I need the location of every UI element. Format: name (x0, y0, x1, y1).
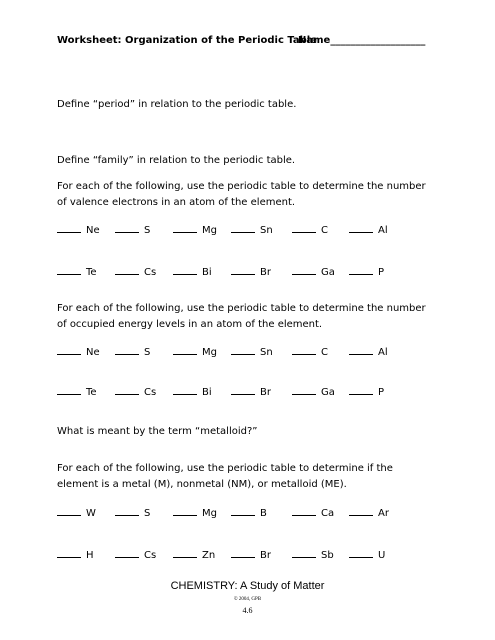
answer-blank[interactable] (57, 222, 81, 233)
element-symbol: P (378, 387, 385, 398)
element-blank-item (231, 264, 271, 280)
valence-row-1 (57, 222, 447, 236)
levels-row-2 (57, 384, 447, 398)
element-symbol: Al (378, 347, 388, 358)
element-blank-item (292, 384, 335, 400)
element-symbol: Te (86, 267, 97, 278)
element-blank-item (115, 222, 150, 238)
element-symbol: Zn (202, 550, 216, 561)
element-blank-item (292, 222, 328, 238)
element-symbol: Mg (202, 347, 217, 358)
answer-blank[interactable] (173, 547, 197, 558)
answer-blank[interactable] (292, 222, 316, 233)
name-field: Name___________________ (298, 35, 426, 46)
question-energy-levels: For each of the following, use the periodic table to determine the number of occupied energy levels in an atom of the element. (57, 303, 426, 330)
footer-page-number: 4.6 (242, 606, 253, 615)
answer-blank[interactable] (349, 222, 373, 233)
element-symbol: Cs (144, 387, 157, 398)
element-symbol: Sn (260, 225, 273, 236)
answer-blank[interactable] (292, 547, 316, 558)
element-symbol: Ar (378, 508, 389, 519)
element-blank-item (173, 384, 212, 400)
element-symbol: W (86, 508, 96, 519)
element-symbol: Mg (202, 508, 217, 519)
element-blank-item (231, 384, 271, 400)
element-blank-item (57, 547, 94, 563)
element-blank-item (349, 547, 385, 563)
element-blank-item (292, 344, 328, 360)
levels-row-1 (57, 344, 447, 358)
answer-blank[interactable] (173, 344, 197, 355)
element-symbol: Br (260, 550, 271, 561)
element-blank-item (57, 384, 97, 400)
answer-blank[interactable] (173, 384, 197, 395)
element-blank-item (57, 222, 100, 238)
answer-blank[interactable] (115, 505, 139, 516)
element-symbol: Bi (202, 387, 212, 398)
element-symbol: Mg (202, 225, 217, 236)
question-valence-electrons: For each of the following, use the periodic table to determine the number of valence electrons in an atom of the element. (57, 181, 426, 208)
answer-blank[interactable] (115, 222, 139, 233)
answer-blank[interactable] (349, 505, 373, 516)
element-symbol: Ga (321, 387, 335, 398)
answer-blank[interactable] (57, 547, 81, 558)
element-symbol: H (86, 550, 94, 561)
answer-blank[interactable] (115, 547, 139, 558)
answer-blank[interactable] (115, 384, 139, 395)
answer-blank[interactable] (349, 547, 373, 558)
element-symbol: Sb (321, 550, 334, 561)
element-blank-item (349, 222, 388, 238)
element-blank-item (115, 547, 156, 563)
element-symbol: Br (260, 267, 271, 278)
element-blank-item (231, 547, 271, 563)
answer-blank[interactable] (292, 264, 316, 275)
element-blank-item (231, 344, 273, 360)
element-blank-item (115, 264, 156, 280)
answer-blank[interactable] (349, 384, 373, 395)
element-blank-item (292, 264, 335, 280)
element-symbol: U (378, 550, 386, 561)
element-blank-item (57, 264, 97, 280)
answer-blank[interactable] (231, 344, 255, 355)
answer-blank[interactable] (173, 222, 197, 233)
element-symbol: Bi (202, 267, 212, 278)
answer-blank[interactable] (231, 264, 255, 275)
answer-blank[interactable] (231, 547, 255, 558)
element-symbol: Al (378, 225, 388, 236)
footer-copyright: © 2004, GPB (233, 597, 262, 602)
element-symbol: Ne (86, 347, 100, 358)
answer-blank[interactable] (292, 505, 316, 516)
answer-blank[interactable] (57, 344, 81, 355)
answer-blank[interactable] (173, 505, 197, 516)
answer-blank[interactable] (231, 505, 255, 516)
element-symbol: B (260, 508, 267, 519)
answer-blank[interactable] (57, 264, 81, 275)
question-metalloid: What is meant by the term “metalloid?” (57, 426, 258, 437)
element-blank-item (231, 222, 273, 238)
element-blank-item (115, 505, 150, 521)
element-blank-item (349, 384, 384, 400)
element-blank-item (173, 547, 215, 563)
element-symbol: P (378, 267, 385, 278)
element-symbol: C (321, 225, 328, 236)
element-symbol: Ne (86, 225, 100, 236)
element-symbol: C (321, 347, 328, 358)
element-symbol: S (144, 508, 151, 519)
answer-blank[interactable] (231, 384, 255, 395)
answer-blank[interactable] (115, 344, 139, 355)
worksheet-header (57, 35, 447, 46)
type-row-1 (57, 505, 447, 519)
type-row-2 (57, 547, 447, 561)
element-blank-item (349, 344, 388, 360)
answer-blank[interactable] (292, 344, 316, 355)
element-blank-item (57, 505, 96, 521)
answer-blank[interactable] (115, 264, 139, 275)
answer-blank[interactable] (292, 384, 316, 395)
answer-blank[interactable] (57, 384, 81, 395)
element-blank-item (349, 264, 384, 280)
question-define-period: Define “period” in relation to the periodic table. (57, 99, 297, 110)
element-blank-item (115, 344, 150, 360)
element-blank-item (115, 384, 156, 400)
element-blank-item (292, 547, 334, 563)
element-blank-item (173, 505, 217, 521)
element-symbol: Ga (321, 267, 335, 278)
answer-blank[interactable] (231, 222, 255, 233)
element-blank-item (173, 344, 217, 360)
element-symbol: Ca (321, 508, 335, 519)
element-symbol: Br (260, 387, 271, 398)
answer-blank[interactable] (349, 264, 373, 275)
element-blank-item (173, 222, 217, 238)
element-blank-item (173, 264, 212, 280)
answer-blank[interactable] (173, 264, 197, 275)
element-symbol: Sn (260, 347, 273, 358)
element-blank-item (349, 505, 389, 521)
question-metal-type: For each of the following, use the periodic table to determine if the element is a metal (M), nonmetal (NM), or metalloid (ME). (57, 463, 393, 490)
answer-blank[interactable] (349, 344, 373, 355)
element-symbol: S (144, 347, 151, 358)
answer-blank[interactable] (57, 505, 81, 516)
footer-book-title: CHEMISTRY: A Study of Matter (170, 580, 325, 592)
element-symbol: Te (86, 387, 97, 398)
worksheet-title: Worksheet: Organization of the Periodic Table (57, 35, 318, 46)
element-blank-item (57, 344, 100, 360)
element-blank-item (292, 505, 334, 521)
valence-row-2 (57, 264, 447, 278)
element-symbol: Cs (144, 267, 157, 278)
element-blank-item (231, 505, 267, 521)
question-define-family: Define “family” in relation to the periodic table. (57, 155, 296, 166)
element-symbol: Cs (144, 550, 157, 561)
element-symbol: S (144, 225, 151, 236)
